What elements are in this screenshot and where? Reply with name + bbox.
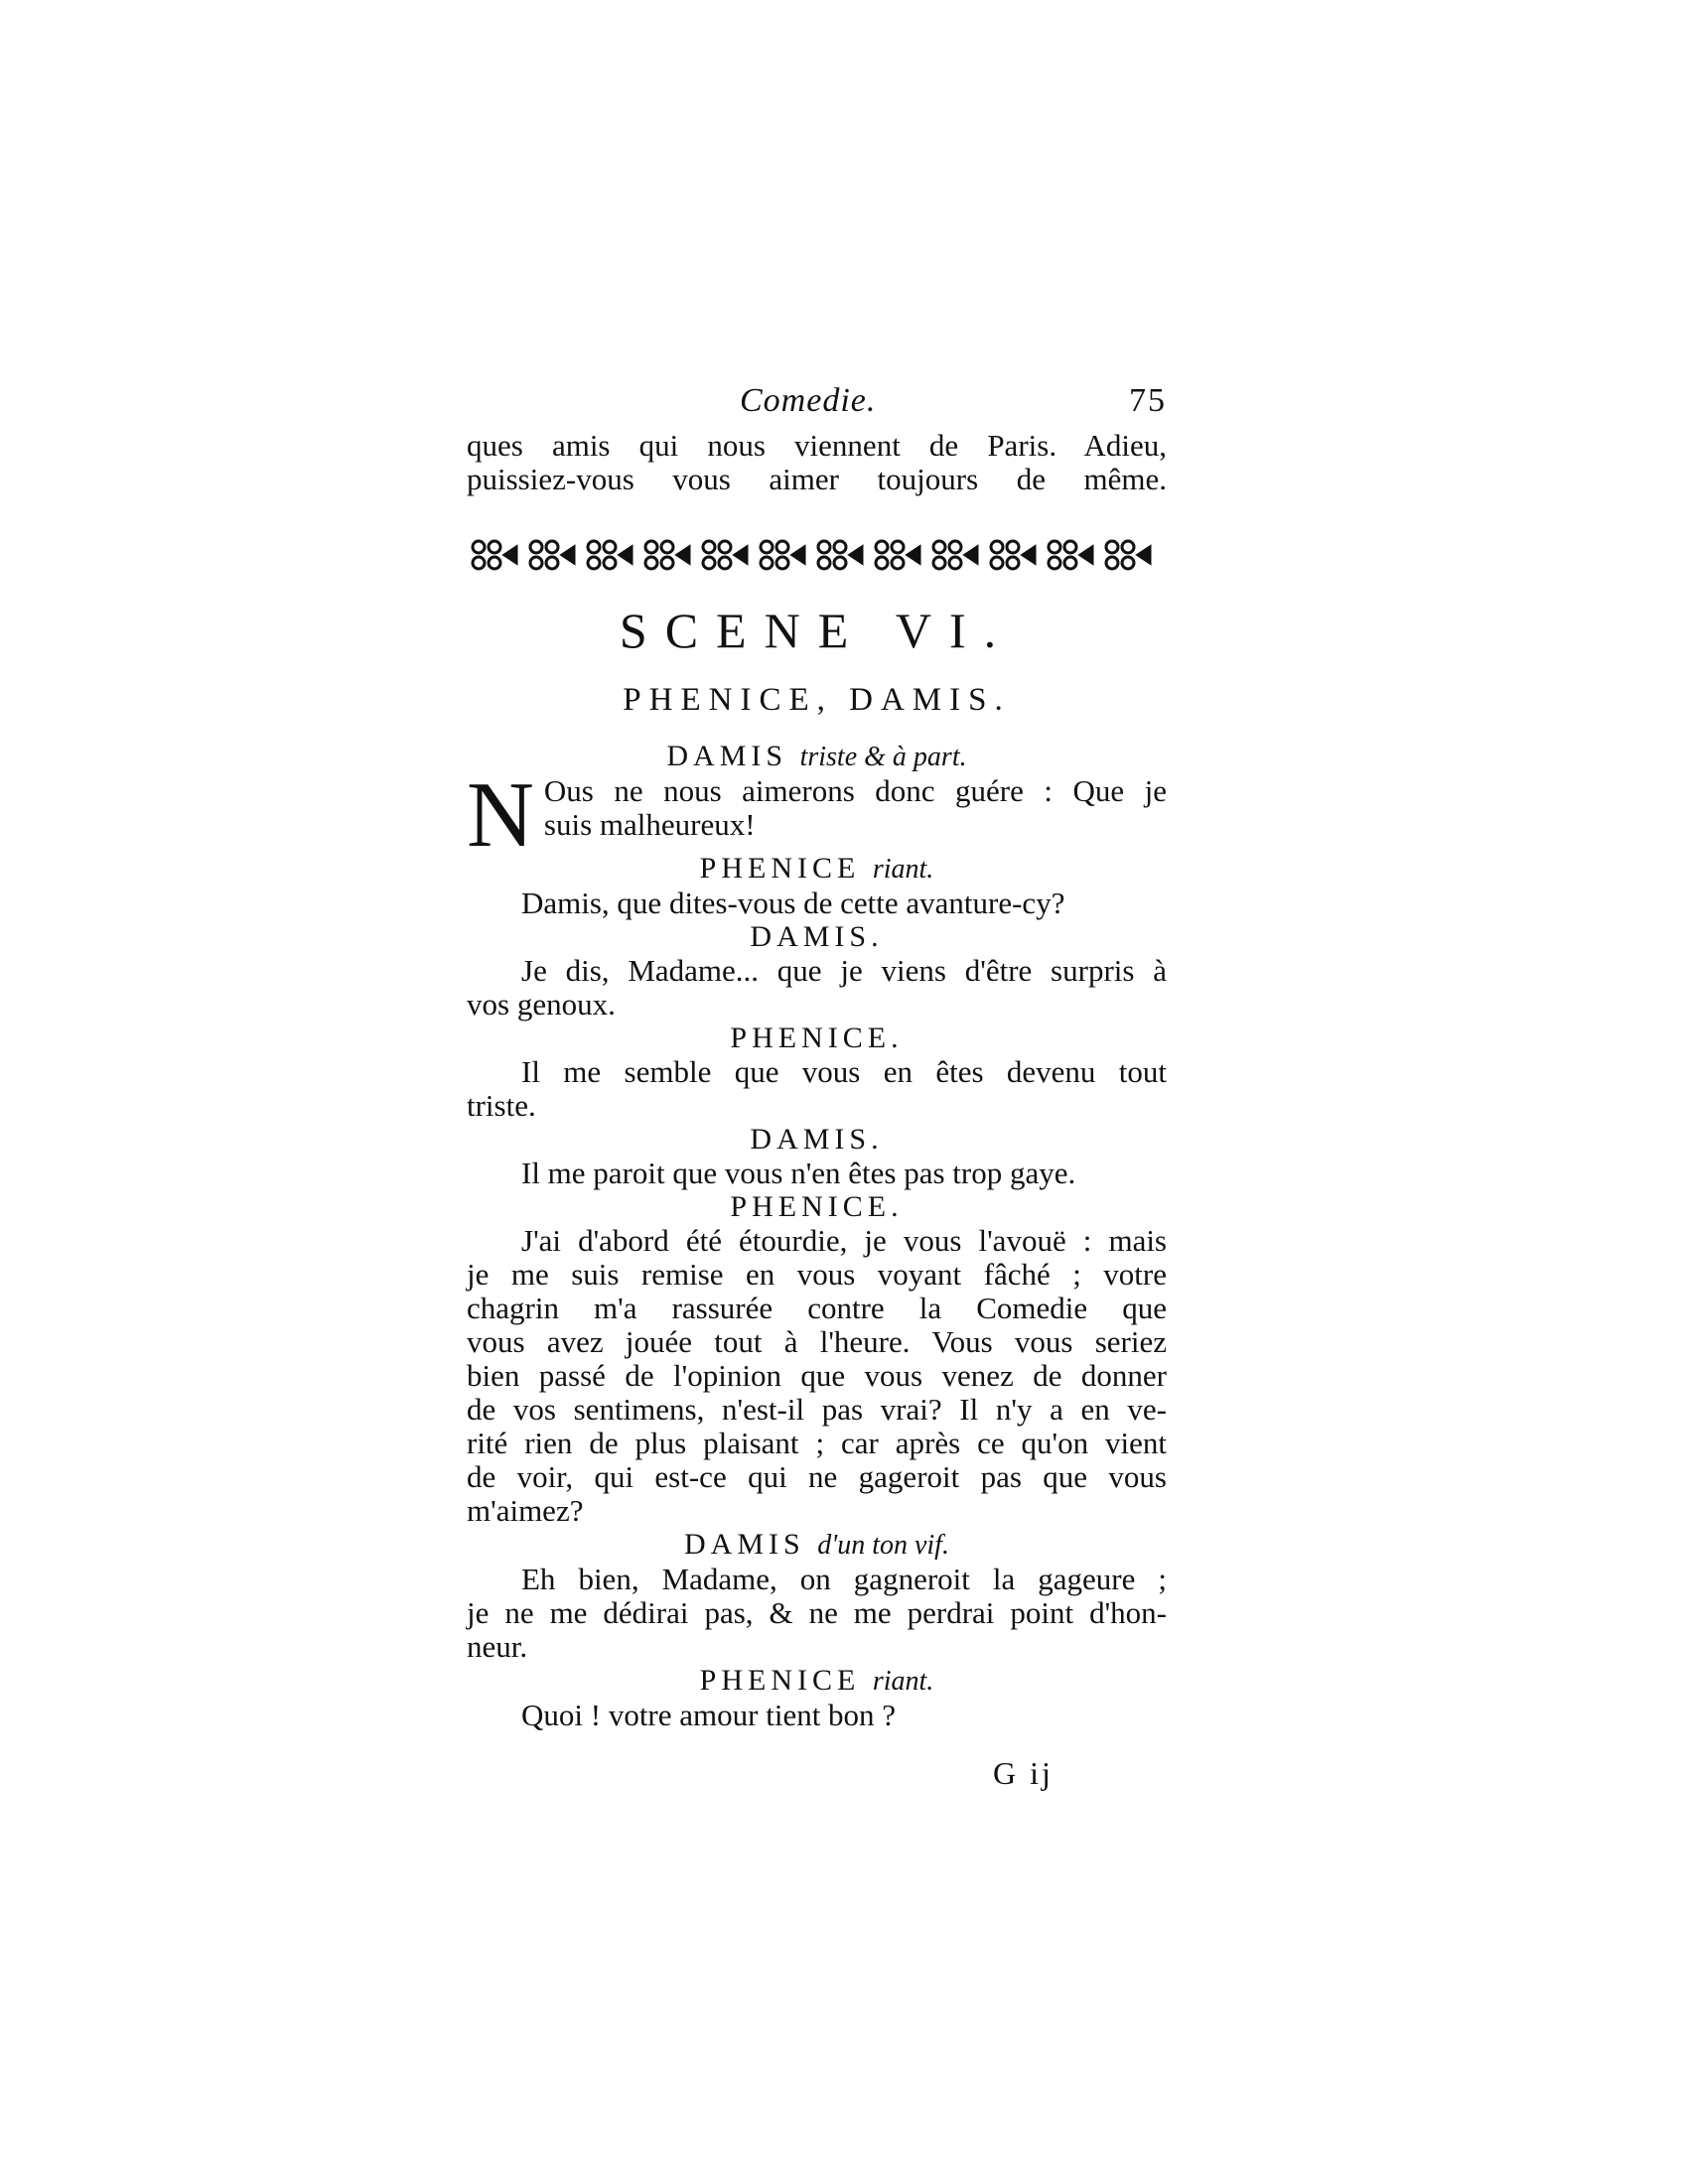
ornament-band (467, 533, 1167, 577)
speaker-heading (467, 740, 1167, 774)
speaker-name: PHENICE (699, 852, 861, 885)
speaker-heading (467, 1664, 1167, 1699)
speaker-heading: DAMIS. (750, 1123, 884, 1156)
page-number: 75 (1129, 382, 1167, 419)
text-line: puissiez-vous vous aimer toujours de même. (467, 462, 1167, 496)
speaker-name: DAMIS (666, 740, 788, 772)
stage-direction: d'un ton vif. (817, 1530, 949, 1561)
text-line: vos genoux. (467, 987, 616, 1022)
dialogue (467, 740, 1167, 1732)
ornament-icon (467, 533, 1167, 577)
running-title: Comedie. (740, 382, 877, 419)
stage-direction: triste & à part. (799, 742, 967, 772)
text-line: de voir, qui est-ce qui ne gageroit pas que vous (467, 1459, 1167, 1494)
text-line: Je dis, Madame... que je viens d'être surpris à (521, 953, 1167, 988)
text-line: suis malheureux! (543, 807, 756, 842)
text-line: J'ai d'abord été étourdie, je vous l'avouë : mais (521, 1223, 1167, 1258)
text-line: Damis, que dites-vous de cette avanture-cy? (521, 886, 1065, 920)
stage-direction: riant. (872, 1666, 934, 1697)
text-line: Eh bien, Madame, on gagneroit la gageure ; (521, 1562, 1167, 1596)
speaker-heading (467, 1528, 1167, 1563)
text-line: ques amis qui nous viennent de Paris. Adieu, (467, 428, 1167, 463)
text-line: vous avez jouée tout à l'heure. Vous vous seriez (467, 1324, 1167, 1359)
text-line: bien passé de l'opinion que vous venez de donner (467, 1358, 1167, 1393)
text-line: je me suis remise en vous voyant fâché ; votre (467, 1257, 1167, 1292)
cast-list: PHENICE, DAMIS. (623, 682, 1011, 718)
text-line: rité rien de plus plaisant ; car après ce qu'on vient (467, 1426, 1167, 1460)
text-line: Il me semble que vous en êtes devenu tout (521, 1054, 1167, 1089)
signature-mark: G ij (993, 1755, 1054, 1791)
speaker-name: PHENICE (699, 1664, 861, 1697)
text-line: chagrin m'a rassurée contre la Comedie que (467, 1291, 1167, 1325)
text-line: Ous ne nous aimerons donc guére : Que je (543, 774, 1167, 808)
scene-title: SCENE VI. (619, 603, 1015, 658)
text-line: je ne me dédirai pas, & ne me perdrai point d'hon- (467, 1595, 1167, 1630)
continuation-text (467, 429, 1167, 496)
text-line: triste. (467, 1088, 536, 1123)
speaker-heading (467, 852, 1167, 887)
speaker-heading: DAMIS. (750, 920, 884, 953)
stage-direction: riant. (872, 854, 934, 885)
speaker-heading: PHENICE. (730, 1022, 904, 1054)
text-line: Il me paroit que vous n'en êtes pas trop gaye. (521, 1156, 1076, 1190)
text-line: m'aimez? (467, 1493, 584, 1528)
speech (467, 774, 1167, 852)
speaker-name: DAMIS (684, 1528, 805, 1561)
text-line: Quoi ! votre amour tient bon ? (521, 1698, 897, 1732)
text-line: neur. (467, 1629, 528, 1664)
speaker-heading: PHENICE. (730, 1190, 904, 1223)
running-head (467, 382, 1167, 428)
text-line: de vos sentimens, n'est-il pas vrai? Il n'y a en ve- (467, 1392, 1167, 1427)
drop-cap: N (467, 774, 534, 852)
